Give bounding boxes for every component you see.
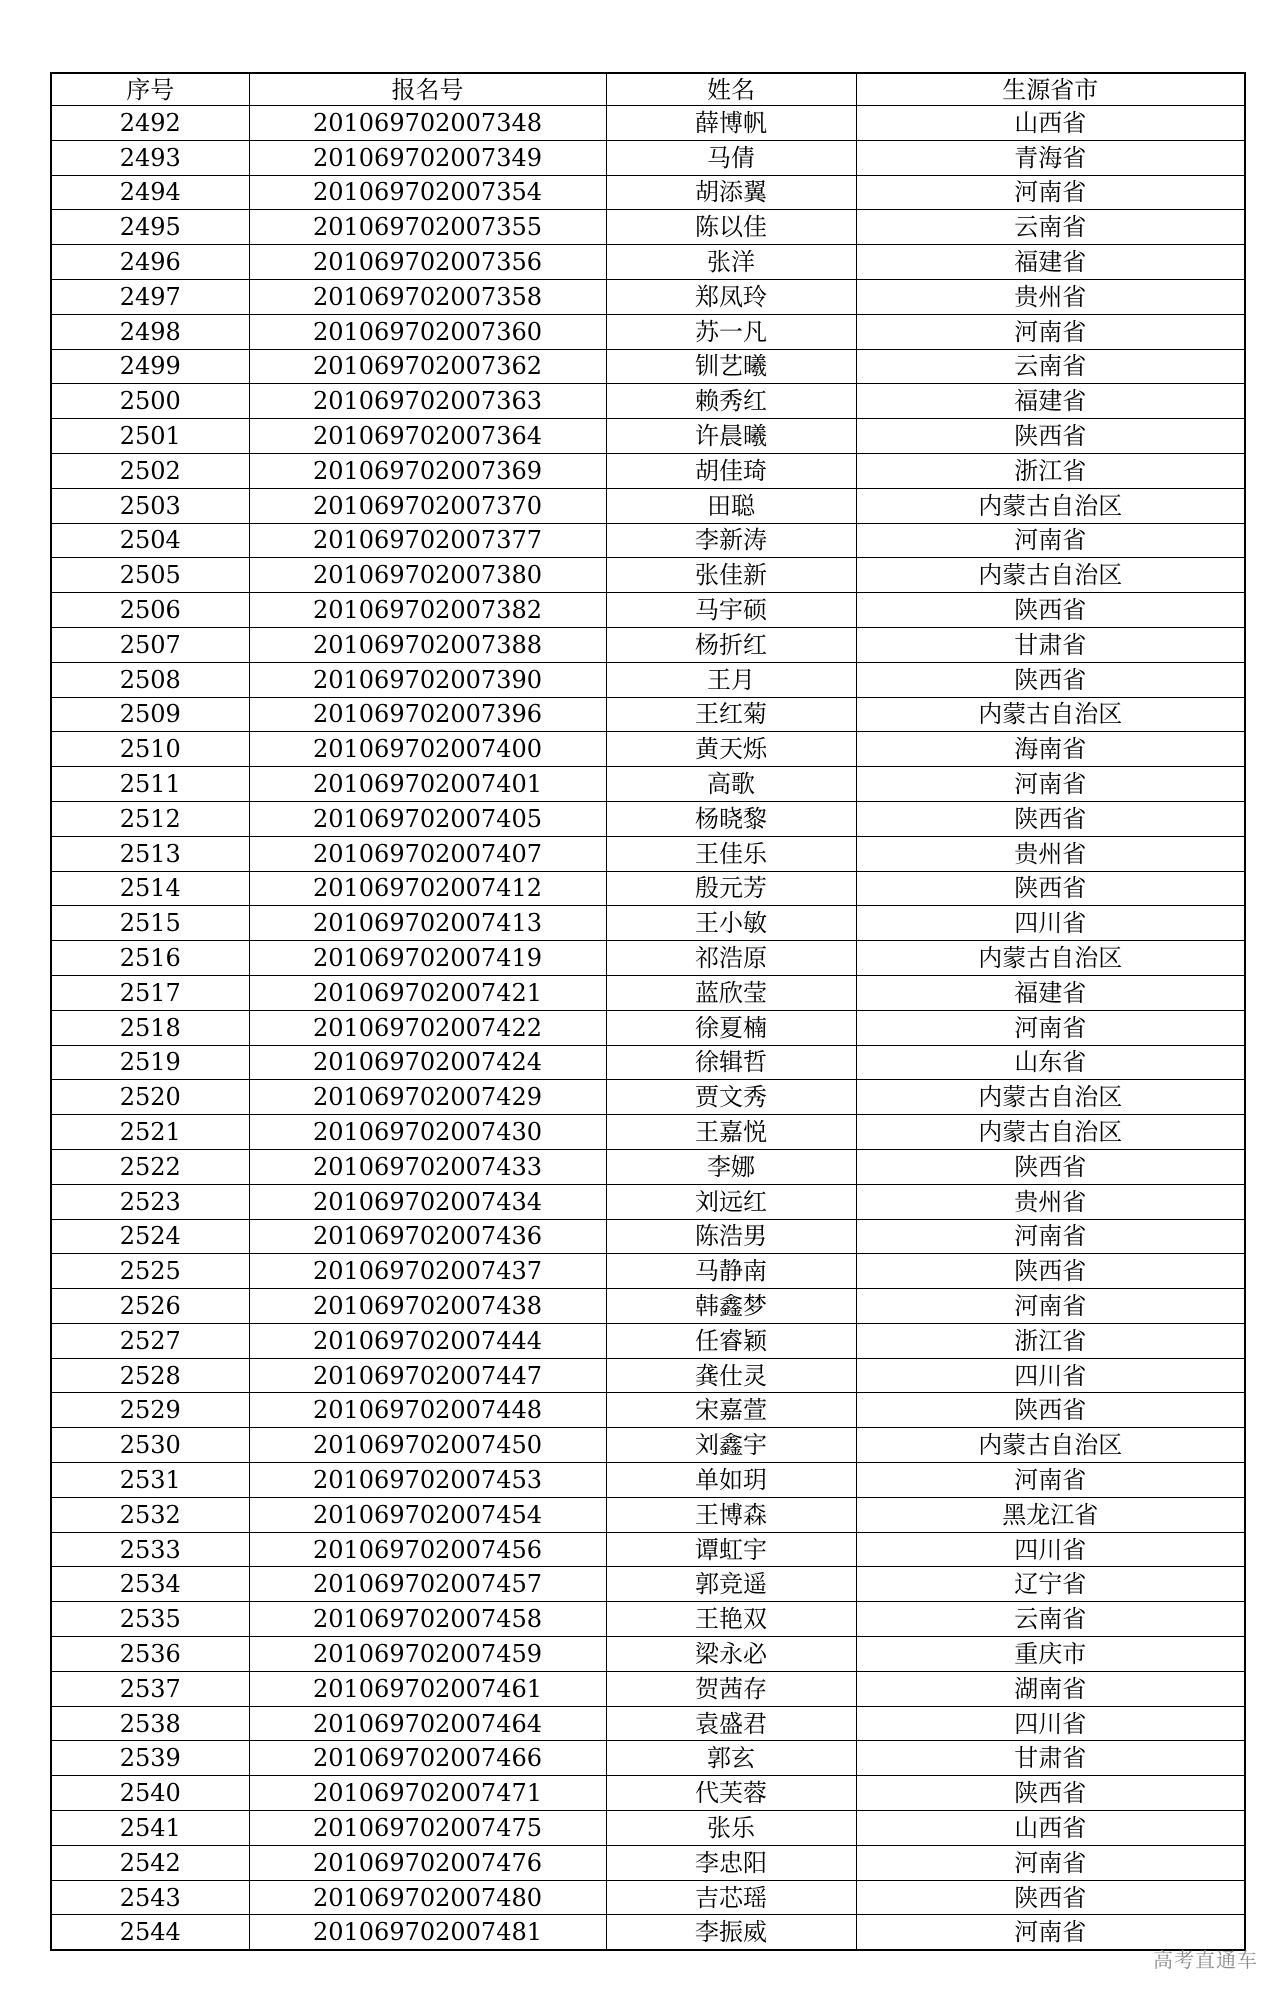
cell-province: 内蒙古自治区 xyxy=(856,941,1245,976)
cell-serial-number: 2512 xyxy=(51,801,249,836)
cell-province: 河南省 xyxy=(856,314,1245,349)
cell-province: 陕西省 xyxy=(856,1776,1245,1811)
cell-serial-number: 2525 xyxy=(51,1254,249,1289)
cell-serial-number: 2501 xyxy=(51,419,249,454)
cell-serial-number: 2542 xyxy=(51,1845,249,1880)
cell-registration-number: 201069702007400 xyxy=(249,732,606,767)
cell-registration-number: 201069702007481 xyxy=(249,1915,606,1950)
cell-province: 福建省 xyxy=(856,245,1245,280)
table-row xyxy=(51,1358,1245,1393)
cell-registration-number: 201069702007382 xyxy=(249,593,606,628)
cell-registration-number: 201069702007444 xyxy=(249,1323,606,1358)
cell-registration-number: 201069702007457 xyxy=(249,1567,606,1602)
table-row xyxy=(51,1567,1245,1602)
cell-serial-number: 2533 xyxy=(51,1532,249,1567)
cell-registration-number: 201069702007453 xyxy=(249,1463,606,1498)
cell-province: 青海省 xyxy=(856,140,1245,175)
cell-registration-number: 201069702007401 xyxy=(249,767,606,802)
table-row xyxy=(51,523,1245,558)
cell-registration-number: 201069702007363 xyxy=(249,384,606,419)
cell-province: 河南省 xyxy=(856,1219,1245,1254)
cell-province: 陕西省 xyxy=(856,801,1245,836)
cell-serial-number: 2499 xyxy=(51,349,249,384)
cell-registration-number: 201069702007424 xyxy=(249,1045,606,1080)
table-row xyxy=(51,662,1245,697)
cell-name: 杨折红 xyxy=(606,627,856,662)
cell-province: 贵州省 xyxy=(856,279,1245,314)
cell-province: 浙江省 xyxy=(856,453,1245,488)
cell-province: 河南省 xyxy=(856,175,1245,210)
cell-registration-number: 201069702007390 xyxy=(249,662,606,697)
cell-name: 苏一凡 xyxy=(606,314,856,349)
cell-province: 河南省 xyxy=(856,1845,1245,1880)
cell-registration-number: 201069702007458 xyxy=(249,1602,606,1637)
cell-name: 陈浩男 xyxy=(606,1219,856,1254)
table-row xyxy=(51,1219,1245,1254)
cell-name: 王小敏 xyxy=(606,906,856,941)
cell-serial-number: 2528 xyxy=(51,1358,249,1393)
cell-province: 内蒙古自治区 xyxy=(856,1115,1245,1150)
cell-serial-number: 2509 xyxy=(51,697,249,732)
cell-registration-number: 201069702007466 xyxy=(249,1741,606,1776)
cell-registration-number: 201069702007380 xyxy=(249,558,606,593)
cell-province: 陕西省 xyxy=(856,593,1245,628)
cell-name: 马静南 xyxy=(606,1254,856,1289)
cell-name: 代芙蓉 xyxy=(606,1776,856,1811)
cell-serial-number: 2529 xyxy=(51,1393,249,1428)
cell-serial-number: 2492 xyxy=(51,106,249,141)
cell-name: 马倩 xyxy=(606,140,856,175)
cell-registration-number: 201069702007421 xyxy=(249,975,606,1010)
watermark-text: 高考直通车 xyxy=(1153,1948,1258,1972)
table-row xyxy=(51,801,1245,836)
cell-name: 郭竞遥 xyxy=(606,1567,856,1602)
cell-serial-number: 2494 xyxy=(51,175,249,210)
cell-name: 郭玄 xyxy=(606,1741,856,1776)
table-row xyxy=(51,871,1245,906)
cell-province: 河南省 xyxy=(856,1915,1245,1950)
cell-name: 王嘉悦 xyxy=(606,1115,856,1150)
cell-province: 甘肃省 xyxy=(856,627,1245,662)
table-row xyxy=(51,1149,1245,1184)
cell-name: 袁盛君 xyxy=(606,1706,856,1741)
cell-name: 张乐 xyxy=(606,1811,856,1846)
cell-province: 海南省 xyxy=(856,732,1245,767)
cell-registration-number: 201069702007358 xyxy=(249,279,606,314)
table-row xyxy=(51,1184,1245,1219)
cell-province: 陕西省 xyxy=(856,871,1245,906)
cell-province: 湖南省 xyxy=(856,1671,1245,1706)
cell-serial-number: 2532 xyxy=(51,1497,249,1532)
table-row xyxy=(51,1289,1245,1324)
cell-name: 贾文秀 xyxy=(606,1080,856,1115)
cell-province: 陕西省 xyxy=(856,1254,1245,1289)
cell-registration-number: 201069702007448 xyxy=(249,1393,606,1428)
cell-name: 吉芯瑶 xyxy=(606,1880,856,1915)
cell-name: 郑凤玲 xyxy=(606,279,856,314)
cell-name: 祁浩原 xyxy=(606,941,856,976)
cell-province: 辽宁省 xyxy=(856,1567,1245,1602)
table-row xyxy=(51,245,1245,280)
cell-serial-number: 2502 xyxy=(51,453,249,488)
table-row xyxy=(51,697,1245,732)
table-row xyxy=(51,1497,1245,1532)
table-row xyxy=(51,419,1245,454)
cell-name: 蓝欣莹 xyxy=(606,975,856,1010)
cell-registration-number: 201069702007355 xyxy=(249,210,606,245)
table-row xyxy=(51,1045,1245,1080)
table-row xyxy=(51,593,1245,628)
cell-province: 甘肃省 xyxy=(856,1741,1245,1776)
cell-name: 许晨曦 xyxy=(606,419,856,454)
cell-registration-number: 201069702007461 xyxy=(249,1671,606,1706)
table-row xyxy=(51,1532,1245,1567)
cell-name: 李振威 xyxy=(606,1915,856,1950)
cell-serial-number: 2498 xyxy=(51,314,249,349)
cell-name: 黄天烁 xyxy=(606,732,856,767)
cell-registration-number: 201069702007422 xyxy=(249,1010,606,1045)
cell-registration-number: 201069702007377 xyxy=(249,523,606,558)
cell-province: 福建省 xyxy=(856,975,1245,1010)
cell-registration-number: 201069702007429 xyxy=(249,1080,606,1115)
cell-serial-number: 2513 xyxy=(51,836,249,871)
cell-serial-number: 2526 xyxy=(51,1289,249,1324)
cell-registration-number: 201069702007434 xyxy=(249,1184,606,1219)
cell-province: 河南省 xyxy=(856,523,1245,558)
cell-name: 徐夏楠 xyxy=(606,1010,856,1045)
cell-name: 胡添翼 xyxy=(606,175,856,210)
cell-serial-number: 2530 xyxy=(51,1428,249,1463)
cell-serial-number: 2511 xyxy=(51,767,249,802)
cell-registration-number: 201069702007396 xyxy=(249,697,606,732)
cell-name: 王红菊 xyxy=(606,697,856,732)
cell-province: 四川省 xyxy=(856,1706,1245,1741)
cell-registration-number: 201069702007454 xyxy=(249,1497,606,1532)
cell-serial-number: 2500 xyxy=(51,384,249,419)
cell-serial-number: 2504 xyxy=(51,523,249,558)
cell-name: 韩鑫梦 xyxy=(606,1289,856,1324)
table-row xyxy=(51,1428,1245,1463)
cell-registration-number: 201069702007412 xyxy=(249,871,606,906)
cell-name: 薛博帆 xyxy=(606,106,856,141)
cell-province: 河南省 xyxy=(856,767,1245,802)
cell-name: 殷元芳 xyxy=(606,871,856,906)
cell-serial-number: 2541 xyxy=(51,1811,249,1846)
cell-province: 四川省 xyxy=(856,1358,1245,1393)
cell-registration-number: 201069702007436 xyxy=(249,1219,606,1254)
table-row xyxy=(51,175,1245,210)
table-row xyxy=(51,836,1245,871)
cell-province: 陕西省 xyxy=(856,419,1245,454)
cell-registration-number: 201069702007362 xyxy=(249,349,606,384)
cell-registration-number: 201069702007413 xyxy=(249,906,606,941)
table-header xyxy=(51,73,1245,106)
cell-province: 浙江省 xyxy=(856,1323,1245,1358)
table-row xyxy=(51,1010,1245,1045)
cell-name: 单如玥 xyxy=(606,1463,856,1498)
cell-name: 张洋 xyxy=(606,245,856,280)
cell-serial-number: 2535 xyxy=(51,1602,249,1637)
cell-registration-number: 201069702007480 xyxy=(249,1880,606,1915)
cell-registration-number: 201069702007447 xyxy=(249,1358,606,1393)
cell-serial-number: 2522 xyxy=(51,1149,249,1184)
cell-province: 山西省 xyxy=(856,106,1245,141)
cell-serial-number: 2508 xyxy=(51,662,249,697)
cell-registration-number: 201069702007356 xyxy=(249,245,606,280)
cell-serial-number: 2505 xyxy=(51,558,249,593)
cell-registration-number: 201069702007354 xyxy=(249,175,606,210)
table-row xyxy=(51,279,1245,314)
roster-table xyxy=(50,72,1246,1951)
cell-serial-number: 2496 xyxy=(51,245,249,280)
table-row xyxy=(51,1637,1245,1672)
cell-registration-number: 201069702007471 xyxy=(249,1776,606,1811)
cell-province: 内蒙古自治区 xyxy=(856,558,1245,593)
cell-serial-number: 2534 xyxy=(51,1567,249,1602)
cell-serial-number: 2493 xyxy=(51,140,249,175)
cell-serial-number: 2537 xyxy=(51,1671,249,1706)
table-row xyxy=(51,1463,1245,1498)
cell-name: 田聪 xyxy=(606,488,856,523)
table-row xyxy=(51,1115,1245,1150)
cell-serial-number: 2539 xyxy=(51,1741,249,1776)
cell-name: 马宇硕 xyxy=(606,593,856,628)
cell-registration-number: 201069702007475 xyxy=(249,1811,606,1846)
cell-serial-number: 2495 xyxy=(51,210,249,245)
table-row xyxy=(51,1393,1245,1428)
table-row xyxy=(51,384,1245,419)
cell-name: 李忠阳 xyxy=(606,1845,856,1880)
cell-registration-number: 201069702007459 xyxy=(249,1637,606,1672)
cell-name: 王博森 xyxy=(606,1497,856,1532)
cell-province: 重庆市 xyxy=(856,1637,1245,1672)
cell-registration-number: 201069702007388 xyxy=(249,627,606,662)
cell-registration-number: 201069702007360 xyxy=(249,314,606,349)
cell-serial-number: 2524 xyxy=(51,1219,249,1254)
table-row xyxy=(51,1602,1245,1637)
cell-province: 云南省 xyxy=(856,349,1245,384)
cell-province: 陕西省 xyxy=(856,1393,1245,1428)
table-row xyxy=(51,349,1245,384)
table-row xyxy=(51,1776,1245,1811)
cell-province: 福建省 xyxy=(856,384,1245,419)
header-serial-number: 序号 xyxy=(51,73,249,106)
table-row xyxy=(51,1323,1245,1358)
table-row xyxy=(51,906,1245,941)
cell-province: 河南省 xyxy=(856,1010,1245,1045)
cell-name: 徐辑哲 xyxy=(606,1045,856,1080)
cell-serial-number: 2503 xyxy=(51,488,249,523)
cell-serial-number: 2536 xyxy=(51,1637,249,1672)
cell-registration-number: 201069702007430 xyxy=(249,1115,606,1150)
table-row xyxy=(51,106,1245,141)
cell-name: 宋嘉萱 xyxy=(606,1393,856,1428)
cell-serial-number: 2523 xyxy=(51,1184,249,1219)
cell-province: 云南省 xyxy=(856,210,1245,245)
table-row xyxy=(51,627,1245,662)
cell-serial-number: 2540 xyxy=(51,1776,249,1811)
table-row xyxy=(51,140,1245,175)
cell-serial-number: 2544 xyxy=(51,1915,249,1950)
cell-province: 内蒙古自治区 xyxy=(856,488,1245,523)
cell-name: 高歌 xyxy=(606,767,856,802)
cell-name: 刘鑫宇 xyxy=(606,1428,856,1463)
table-row xyxy=(51,453,1245,488)
cell-name: 王佳乐 xyxy=(606,836,856,871)
cell-registration-number: 201069702007438 xyxy=(249,1289,606,1324)
cell-registration-number: 201069702007348 xyxy=(249,106,606,141)
table-row xyxy=(51,975,1245,1010)
cell-province: 四川省 xyxy=(856,906,1245,941)
cell-name: 杨晓黎 xyxy=(606,801,856,836)
header-registration-number: 报名号 xyxy=(249,73,606,106)
cell-registration-number: 201069702007370 xyxy=(249,488,606,523)
cell-province: 内蒙古自治区 xyxy=(856,1080,1245,1115)
cell-serial-number: 2516 xyxy=(51,941,249,976)
table-row xyxy=(51,1706,1245,1741)
table-row xyxy=(51,767,1245,802)
cell-name: 赖秀红 xyxy=(606,384,856,419)
cell-province: 贵州省 xyxy=(856,1184,1245,1219)
cell-registration-number: 201069702007450 xyxy=(249,1428,606,1463)
cell-registration-number: 201069702007464 xyxy=(249,1706,606,1741)
cell-serial-number: 2510 xyxy=(51,732,249,767)
cell-province: 山西省 xyxy=(856,1811,1245,1846)
table-row xyxy=(51,1741,1245,1776)
cell-name: 贺茜存 xyxy=(606,1671,856,1706)
cell-province: 陕西省 xyxy=(856,1149,1245,1184)
table-row xyxy=(51,210,1245,245)
cell-name: 钏艺曦 xyxy=(606,349,856,384)
cell-registration-number: 201069702007364 xyxy=(249,419,606,454)
cell-name: 王艳双 xyxy=(606,1602,856,1637)
cell-serial-number: 2497 xyxy=(51,279,249,314)
table-row xyxy=(51,1254,1245,1289)
cell-name: 张佳新 xyxy=(606,558,856,593)
cell-registration-number: 201069702007369 xyxy=(249,453,606,488)
cell-name: 任睿颖 xyxy=(606,1323,856,1358)
cell-serial-number: 2507 xyxy=(51,627,249,662)
table-row xyxy=(51,732,1245,767)
cell-serial-number: 2538 xyxy=(51,1706,249,1741)
cell-serial-number: 2543 xyxy=(51,1880,249,1915)
cell-registration-number: 201069702007433 xyxy=(249,1149,606,1184)
cell-name: 谭虹宇 xyxy=(606,1532,856,1567)
table-body xyxy=(51,106,1245,1951)
table-row xyxy=(51,1811,1245,1846)
cell-serial-number: 2506 xyxy=(51,593,249,628)
cell-name: 梁永必 xyxy=(606,1637,856,1672)
cell-name: 刘远红 xyxy=(606,1184,856,1219)
cell-serial-number: 2520 xyxy=(51,1080,249,1115)
cell-province: 四川省 xyxy=(856,1532,1245,1567)
cell-province: 贵州省 xyxy=(856,836,1245,871)
cell-province: 黑龙江省 xyxy=(856,1497,1245,1532)
table-row xyxy=(51,1845,1245,1880)
table-row xyxy=(51,488,1245,523)
cell-province: 河南省 xyxy=(856,1463,1245,1498)
cell-name: 李娜 xyxy=(606,1149,856,1184)
cell-serial-number: 2518 xyxy=(51,1010,249,1045)
cell-province: 云南省 xyxy=(856,1602,1245,1637)
cell-registration-number: 201069702007419 xyxy=(249,941,606,976)
cell-serial-number: 2521 xyxy=(51,1115,249,1150)
cell-province: 内蒙古自治区 xyxy=(856,697,1245,732)
cell-serial-number: 2519 xyxy=(51,1045,249,1080)
table-row xyxy=(51,1671,1245,1706)
cell-province: 陕西省 xyxy=(856,662,1245,697)
cell-serial-number: 2514 xyxy=(51,871,249,906)
cell-province: 山东省 xyxy=(856,1045,1245,1080)
header-row xyxy=(51,73,1245,106)
cell-province: 陕西省 xyxy=(856,1880,1245,1915)
cell-registration-number: 201069702007476 xyxy=(249,1845,606,1880)
cell-serial-number: 2531 xyxy=(51,1463,249,1498)
cell-name: 胡佳琦 xyxy=(606,453,856,488)
table-row xyxy=(51,1915,1245,1950)
cell-registration-number: 201069702007456 xyxy=(249,1532,606,1567)
header-name: 姓名 xyxy=(606,73,856,106)
cell-name: 龚仕灵 xyxy=(606,1358,856,1393)
table-row xyxy=(51,314,1245,349)
cell-serial-number: 2517 xyxy=(51,975,249,1010)
cell-serial-number: 2515 xyxy=(51,906,249,941)
cell-province: 河南省 xyxy=(856,1289,1245,1324)
table-row xyxy=(51,941,1245,976)
table-row xyxy=(51,1880,1245,1915)
table-row xyxy=(51,558,1245,593)
cell-name: 陈以佳 xyxy=(606,210,856,245)
cell-serial-number: 2527 xyxy=(51,1323,249,1358)
cell-name: 王月 xyxy=(606,662,856,697)
cell-name: 李新涛 xyxy=(606,523,856,558)
table-row xyxy=(51,1080,1245,1115)
cell-province: 内蒙古自治区 xyxy=(856,1428,1245,1463)
cell-registration-number: 201069702007349 xyxy=(249,140,606,175)
cell-registration-number: 201069702007437 xyxy=(249,1254,606,1289)
cell-registration-number: 201069702007405 xyxy=(249,801,606,836)
cell-registration-number: 201069702007407 xyxy=(249,836,606,871)
header-province: 生源省市 xyxy=(856,73,1245,106)
